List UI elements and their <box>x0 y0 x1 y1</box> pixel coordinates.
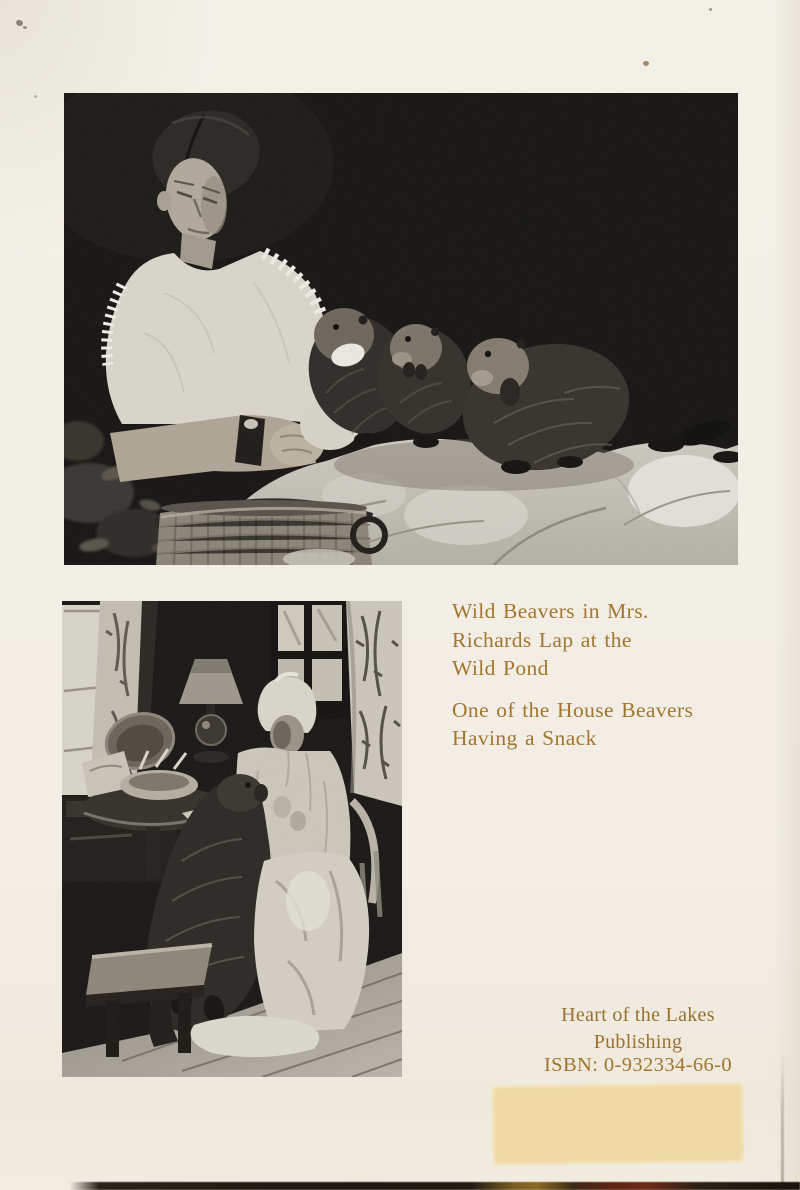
page-shading-right-edge <box>774 0 800 1190</box>
scan-edge-strip <box>70 1182 800 1190</box>
caption-line: Having a Snack <box>452 726 597 750</box>
photo-wild-beavers-in-lap <box>64 93 738 565</box>
tape-residue <box>492 1082 745 1165</box>
photo-captions <box>452 597 742 753</box>
caption-top <box>452 597 742 683</box>
caption-line: Wild Beavers in Mrs. <box>452 599 649 623</box>
caption-line: One of the House Beavers <box>452 697 694 722</box>
cover-crease <box>781 1052 784 1190</box>
isbn-number: ISBN: 0-932334-66-0 <box>543 1054 733 1076</box>
caption-line: Wild Pond <box>452 656 549 680</box>
publisher-line: Heart of the Lakes <box>561 1004 715 1026</box>
dust-speck <box>709 8 712 11</box>
publisher-line: Publishing <box>593 1031 683 1053</box>
caption-line: Richards Lap at the <box>452 627 632 652</box>
photo-grain <box>62 601 402 1077</box>
dust-speck <box>34 95 37 98</box>
dust-speck <box>643 61 649 66</box>
dust-speck <box>23 26 27 29</box>
caption-bottom <box>452 696 742 753</box>
photo-grain <box>64 93 738 565</box>
photo-house-beaver-snack <box>62 601 402 1077</box>
publisher-name <box>508 1002 768 1056</box>
